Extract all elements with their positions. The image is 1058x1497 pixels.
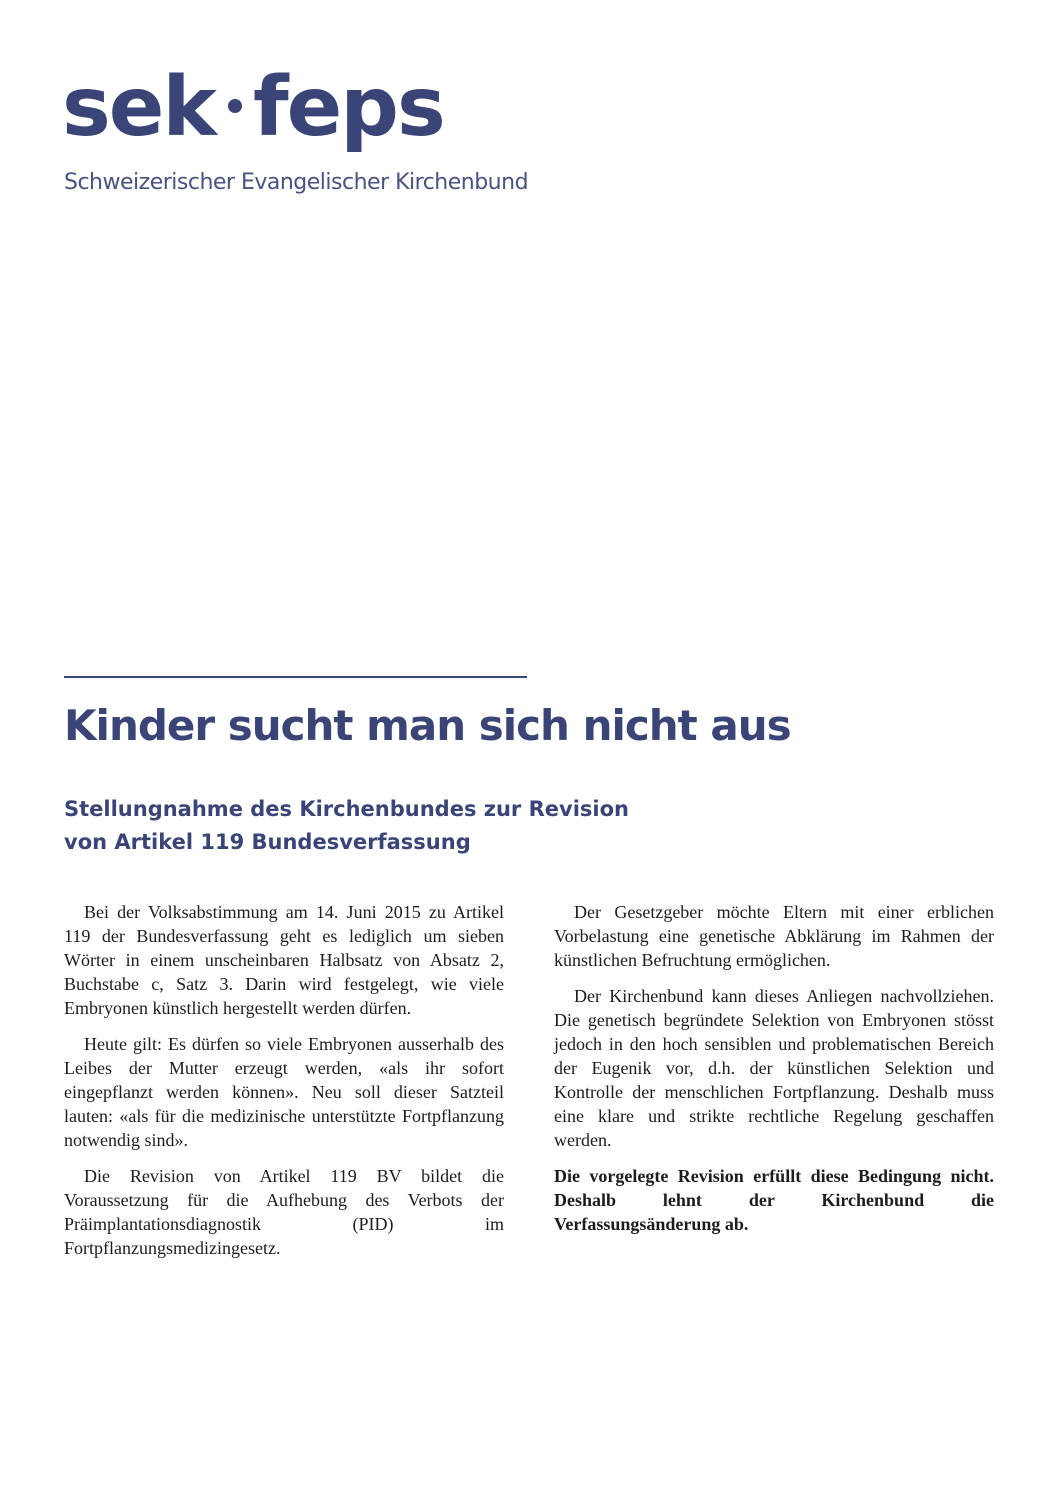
page-title: Kinder sucht man sich nicht aus [64,701,791,750]
left-column [64,900,504,1272]
title-divider [64,676,527,678]
page-subtitle [64,793,684,859]
paragraph: Bei der Volksabstimmung am 14. Juni 2015 zu Artikel 119 der Bundesverfassung geht es lediglich um sieben Wörter in einem unscheinbaren Halbsatz von Absatz 2, Buchstabe c, Satz 3. Darin wird festgelegt, wie viele Embryonen künstlich hergestellt werden dürfen. [64,902,504,1018]
organization-name: Schweizerischer Evangelischer Kirchenbund [64,170,529,195]
paragraph: Der Gesetzgeber möchte Eltern mit einer erblichen Vorbelastung eine genetische Abklärung im Rahmen der künstlichen Befruchtung ermöglichen. [554,902,994,970]
subtitle-line-2: von Artikel 119 Bundesverfassung [64,830,471,854]
paragraph: Die Revision von Artikel 119 BV bildet die Voraussetzung für die Aufhebung des Verbots der Präimplantationsdiagnostik (PID) im Fortpflanzungsmedizingesetz. [64,1166,504,1258]
logo-text-sek: sek [62,60,215,155]
right-column [554,900,994,1248]
paragraph: Der Kirchenbund kann dieses Anliegen nachvollziehen. Die genetisch begründete Selektion von Embryonen stösst jedoch in den hoch sensiblen und problematischen Bereich der Eugenik vor, d.h. der künstlichen Selektion und Kontrolle der menschlichen Fortpflanzung. Deshalb muss eine klare und strikte rechtliche Regelung geschaffen werden. [554,986,994,1150]
subtitle-line-1: Stellungnahme des Kirchenbundes zur Revision [64,797,629,821]
logo [62,58,444,158]
logo-text-feps: feps [252,60,444,155]
logo-dot [228,99,242,113]
paragraph: Heute gilt: Es dürfen so viele Embryonen ausserhalb des Leibes der Mutter erzeugt werden, «als ihr sofort eingepflanzt werden können». Neu soll dieser Satzteil lauten: «als für die medizinische unterstützte Fortpflanzung notwendig sind». [64,1034,504,1150]
conclusion-paragraph: Die vorgelegte Revision erfüllt diese Bedingung nicht. Deshalb lehnt der Kirchenbund die Verfassungsänderung ab. [554,1166,994,1234]
